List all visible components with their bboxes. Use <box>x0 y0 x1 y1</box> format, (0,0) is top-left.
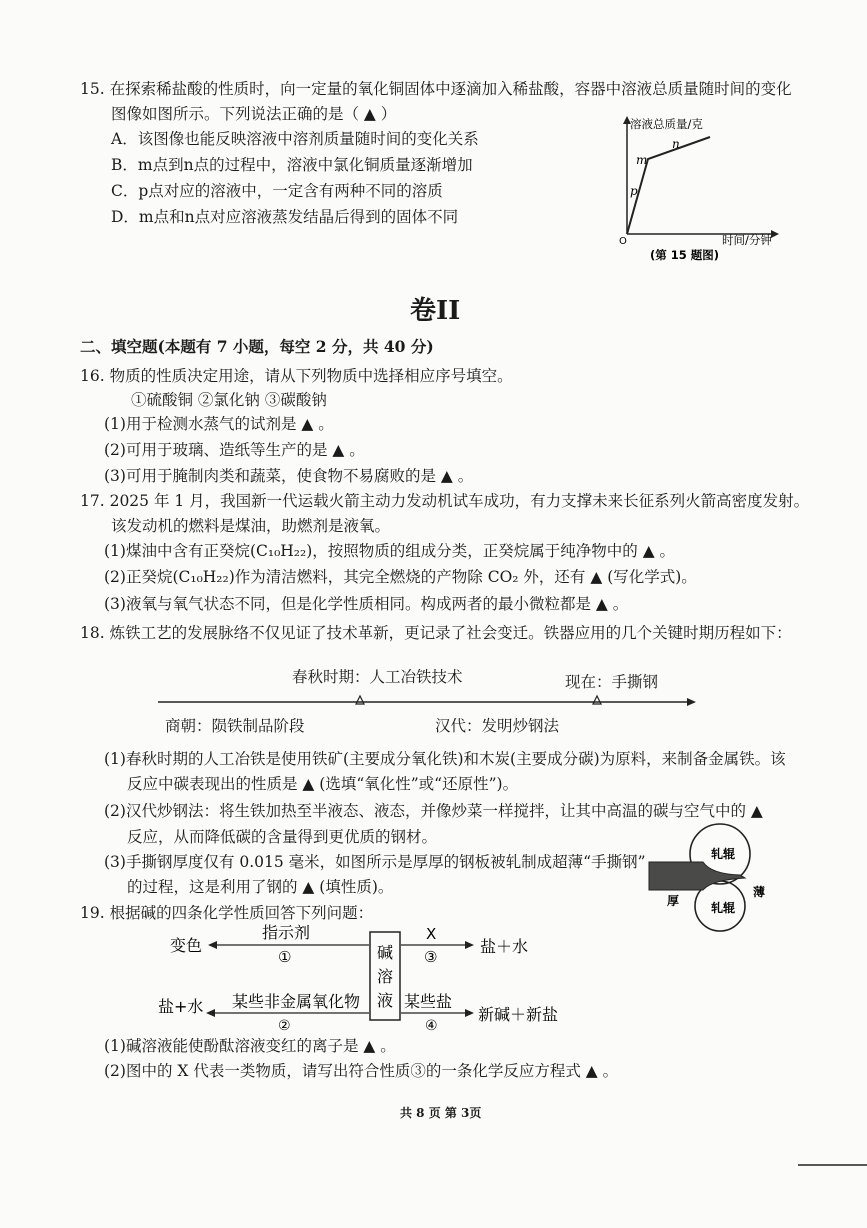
nonmetal-oxide-label: 某些非金属氧化物 <box>232 992 361 1011</box>
thick-label: 厚 <box>667 894 680 908</box>
circle-4: ④ <box>425 1018 438 1032</box>
q18-stem: 18. 炼铁工艺的发展脉络不仅见证了技术革新，更记录了社会变迁。铁器应用的几个关键时期历程如下： <box>80 624 792 642</box>
roller-top-label: 轧辊 <box>711 847 736 861</box>
timeline-han: 汉代：发明炒钢法 <box>435 717 560 735</box>
diagram-center-1: 碱 <box>377 943 394 962</box>
q15-graph-m: m <box>636 153 648 167</box>
indicator-label: 指示剂 <box>262 923 311 942</box>
q19-stem: 19. 根据碱的四条化学性质回答下列问题： <box>80 904 374 922</box>
new-base-salt: 新碱＋新盐 <box>478 1005 559 1024</box>
roller-bottom-label: 轧辊 <box>711 901 736 915</box>
q16-stem: 16. 物质的性质决定用途，请从下列物质中选择相应序号填空。 <box>80 367 513 385</box>
salt-water-right: 盐＋水 <box>480 937 529 956</box>
diagram-center-3: 液 <box>377 991 394 1010</box>
q16-sub1: (1)用于检测水蒸气的试剂是 ▲ 。 <box>104 415 334 433</box>
q15-graph-caption: (第 15 题图) <box>650 248 720 262</box>
color-change-label: 变色 <box>170 936 203 955</box>
thin-label: 薄 <box>753 885 766 899</box>
q17-sub2: (2)正癸烷(C₁₀H₂₂)作为清洁燃料，其完全燃烧的产物除 CO₂ 外，还有 ▲ (写化学式)。 <box>104 568 697 586</box>
q17-sub1: (1)煤油中含有正癸烷(C₁₀H₂₂)，按照物质的组成分类，正癸烷属于纯净物中的 ▲ 。 <box>104 542 676 560</box>
base-properties-diagram <box>150 920 590 1032</box>
page-footer: 共 8 页 第 3页 <box>400 1106 482 1120</box>
q15-graph-ylabel: 溶液总质量/克 <box>630 117 703 131</box>
q15-option-c: C．p点对应的溶液中，一定含有两种不同的溶质 <box>111 182 443 200</box>
q18-sub2-line1: (2)汉代炒钢法：将生铁加热至半液态、液态，并像炒菜一样搅拌，让其中高温的碳与空气中的 ▲ <box>104 802 763 820</box>
q15-stem-line2: 图像如图所示。下列说法正确的是（ ▲ ） <box>111 105 397 123</box>
some-salt-label: 某些盐 <box>404 992 453 1011</box>
q15-graph <box>610 112 795 267</box>
circle-1: ① <box>278 948 292 966</box>
q15-stem-line1: 15. 在探索稀盐酸的性质时，向一定量的氧化铜固体中逐滴加入稀盐酸，容器中溶液总质量随时间的变化 <box>80 80 792 98</box>
q17-sub3: (3)液氧与氧气状态不同，但是化学性质相同。构成两者的最小微粒都是 ▲ 。 <box>104 595 629 613</box>
circle-2: ② <box>278 1018 291 1032</box>
q15-option-b: B．m点到n点的过程中，溶液中氯化铜质量逐渐增加 <box>111 156 473 174</box>
rolling-steel-figure <box>645 818 775 933</box>
q16-sub2: (2)可用于玻璃、造纸等生产的是 ▲ 。 <box>104 441 365 459</box>
q15-graph-xlabel: 时间/分钟 <box>722 233 772 247</box>
q18-sub2-line2: 反应，从而降低碳的含量得到更优质的钢材。 <box>127 828 438 846</box>
timeline-now: 现在：手撕钢 <box>565 673 659 691</box>
edge-mark <box>798 1160 867 1170</box>
q19-sub1: (1)碱溶液能使酚酞溶液变红的离子是 ▲ 。 <box>104 1037 396 1055</box>
q16-sub3: (3)可用于腌制肉类和蔬菜，使食物不易腐败的是 ▲ 。 <box>104 467 474 485</box>
timeline-spring-autumn: 春秋时期：人工冶铁技术 <box>292 668 463 686</box>
q15-graph-n: n <box>672 137 680 151</box>
q15-graph-p: p <box>630 184 638 198</box>
q15-option-d: D．m点和n点对应溶液蒸发结晶后得到的固体不同 <box>111 208 459 226</box>
q18-sub3-line1: (3)手撕钢厚度仅有 0.015 毫米，如图所示是厚厚的钢板被轧制成超薄“手撕钢” <box>104 853 646 871</box>
q18-sub1-line1: (1)春秋时期的人工冶铁是使用铁矿(主要成分氧化铁)和木炭(主要成分碳)为原料，来制备金属铁。该 <box>104 750 786 768</box>
q18-sub3-line2: 的过程，这是利用了钢的 ▲ (填性质)。 <box>127 878 394 896</box>
section-title: 卷II <box>410 296 461 326</box>
x-label: X <box>426 925 437 943</box>
diagram-center-2: 溶 <box>377 967 394 986</box>
q19-sub2: (2)图中的 X 代表一类物质，请写出符合性质③的一条化学反应方程式 ▲ 。 <box>104 1062 619 1080</box>
q17-stem-line2: 该发动机的燃料是煤油，助燃剂是液氧。 <box>111 517 391 535</box>
q18-timeline <box>155 688 700 712</box>
q15-option-a: A．该图像也能反映溶液中溶剂质量随时间的变化关系 <box>111 130 479 148</box>
q17-stem-line1: 17. 2025 年 1 月，我国新一代运载火箭主动力发动机试车成功，有力支撑未来长征系列火箭高密度发射。 <box>80 492 810 510</box>
section2-header: 二、填空题(本题有 7 小题，每空 2 分，共 40 分) <box>80 337 434 356</box>
salt-water-left: 盐+水 <box>158 997 204 1016</box>
timeline-shang: 商朝：陨铁制品阶段 <box>165 717 305 735</box>
q15-graph-origin: O <box>619 236 627 247</box>
q16-choices: ①硫酸铜 ②氯化钠 ③碳酸钠 <box>131 391 327 409</box>
q18-sub1-line2: 反应中碳表现出的性质是 ▲ (选填“氧化性”或“还原性”)。 <box>127 775 519 793</box>
circle-3: ③ <box>424 948 438 966</box>
